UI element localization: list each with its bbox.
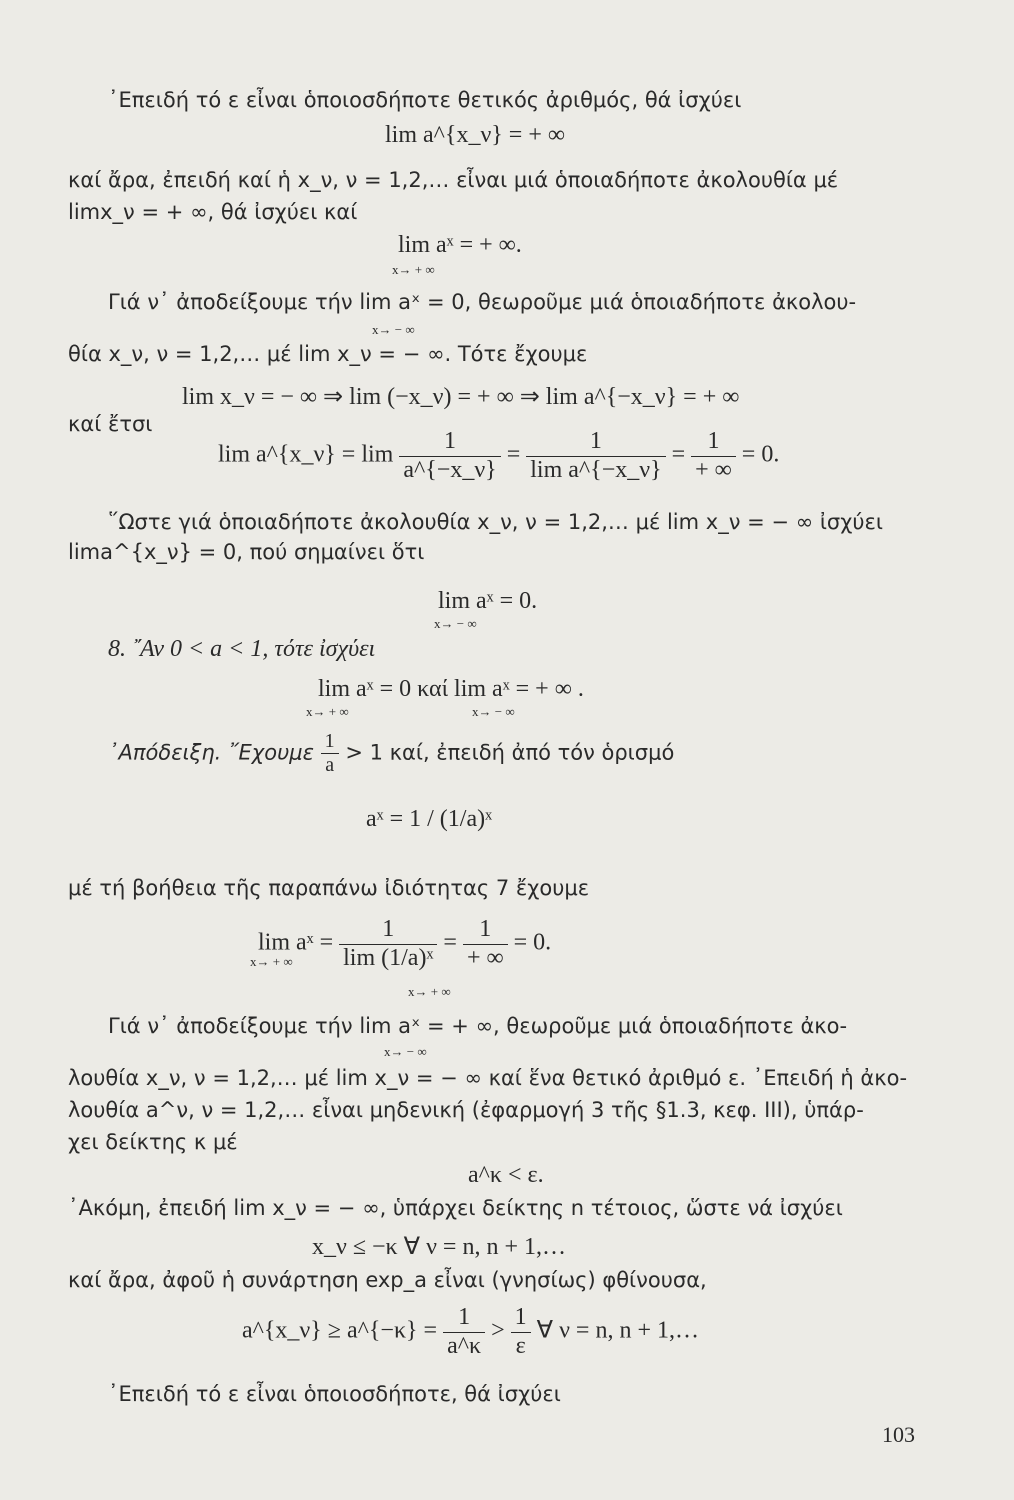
text-line: Γιά ν᾿ ἀποδείξουμε τήν lim aˣ = 0, θεωροῦμε μιά ὁποιαδήποτε ἀκολου- [108,290,857,314]
text-line: καί ἄρα, ἀφοῦ ἡ συνάρτηση exp_a εἶναι (γνησίως) φθίνουσα, [68,1268,707,1292]
page-number: 103 [882,1422,915,1447]
formula: a^κ < ε. [468,1162,544,1188]
formula: lim aˣ = $\frac{1}{\text{lim (1/a)ˣ}}$ = $\frac{1}{+ \infty}$ = 0. [258,916,552,971]
text-line: ᾿Επειδή τό ε εἶναι ὁποιοσδήποτε θετικός ἀριθμός, θά ἰσχύει [108,88,742,112]
formula-part: a^{x_ν} ≥ a^{−κ} = [242,1317,438,1344]
proof-label: ᾿Απόδειξη. ῎Εχουμε [108,740,314,765]
text-line: λουθία x_ν, ν = 1,2,… μέ lim x_ν = − ∞ καί ἕνα θετικό ἀριθμό ε. ᾿Επειδή ἡ ἀκο- [68,1066,908,1090]
denominator: lim (1/a)ˣ [339,944,437,973]
formula: x_ν ≤ −κ ∀ ν = n, n + 1,… [312,1234,566,1260]
limit-subscript: x→ + ∞ [250,954,293,969]
fraction [463,916,508,972]
formula-part: ∀ ν = n, n + 1,… [536,1317,699,1344]
text-line: limx_ν = + ∞, θά ἰσχύει καί [68,200,358,224]
numerator: 1 [707,428,720,454]
text-line: Γιά ν᾿ ἀποδείξουμε τήν lim aˣ = + ∞, θεωροῦμε μιά ὁποιαδήποτε ἀκο- [108,1014,848,1038]
fraction [339,916,437,972]
formula: lim x_ν = − ∞ ⇒ lim (−x_ν) = + ∞ ⇒ lim a^{−x_ν} = + ∞ [182,384,740,410]
fraction [321,730,339,777]
numerator: 1 [479,916,492,942]
limit-subscript: x→ + ∞ [306,704,349,719]
limit-subscript: x→ − ∞ [472,704,515,719]
formula: lim a^{x_ν} = + ∞ [385,122,565,148]
proposition-8: 8. ῎Αν 0 < a < 1, τότε ἰσχύει [108,636,376,662]
text-line: καί ἔτσι [68,412,153,436]
text-line: lima^{x_ν} = 0, πού σημαίνει ὅτι [68,540,425,564]
numerator: 1 [589,428,602,454]
numerator: 1 [324,730,335,752]
fraction [511,1304,531,1360]
formula: lim aˣ = 0. [438,588,538,614]
formula-part: lim a^{x_ν} = lim [218,441,394,468]
text-line: θία x_ν, ν = 1,2,… μέ lim x_ν = − ∞. Τότε ἔχουμε [68,342,588,366]
text-part: > 1 καί, ἐπειδή ἀπό τόν ὁρισμό [345,740,675,765]
limit-subscript: x→ − ∞ [372,322,415,337]
denominator: a^κ [443,1332,485,1361]
denominator: + ∞ [691,456,736,485]
limit-subscript: x→ − ∞ [434,616,477,631]
text-line: μέ τή βοήθεια τῆς παραπάνω ἰδιότητας 7 ἔχουμε [68,876,590,900]
formula-part: > [491,1317,505,1344]
text-line: ᾿Ακόμη, ἐπειδή lim x_ν = − ∞, ὑπάρχει δείκτης n τέτοιος, ὥστε νά ἰσχύει [68,1196,843,1220]
limit-subscript: x→ + ∞ [408,984,451,999]
numerator: 1 [514,1304,527,1330]
formula [242,1304,699,1360]
formula-part: = 0. [513,929,552,956]
formula: lim aˣ = + ∞. [398,232,522,258]
denominator: a^{−x_ν} [399,456,500,485]
numerator: 1 [458,1304,471,1330]
text-line: καί ἄρα, ἐπειδή καί ἡ x_ν, ν = 1,2,… εἶναι μιά ὁποιαδήποτε ἀκολουθία μέ [68,168,839,192]
denominator: lim a^{−x_ν} [526,456,665,485]
limit-subscript: x→ + ∞ [392,262,435,277]
text-line: ῞Ωστε γιά ὁποιαδήποτε ἀκολουθία x_ν, ν = 1,2,… μέ lim x_ν = − ∞ ἰσχύει [108,510,883,534]
formula: lim aˣ = 0 καί lim aˣ = + ∞ . [318,676,584,702]
formula: aˣ = 1 / (1/a)ˣ [366,806,493,832]
formula: lim a^{x_ν} = lim $\frac{1}{a\^{}\{-x\_\nu\}}$ = $\frac{1}{\text{lim a\textasciicircum{}\{−x\_ν\}}}$ = $\frac{1}{+ \infty}$ = 0. [218,428,780,483]
numerator: 1 [444,428,457,454]
denominator: ε [511,1332,531,1361]
fraction [443,1304,485,1360]
text-line [108,730,674,777]
formula-part: = 0. [741,441,780,468]
fraction [526,428,665,484]
formula-part: lim aˣ = [258,929,334,956]
text-line: ᾿Επειδή τό ε εἶναι ὁποιοσδήποτε, θά ἰσχύει [108,1382,561,1406]
numerator: 1 [382,916,395,942]
limit-subscript: x→ − ∞ [384,1044,427,1059]
text-line: λουθία a^ν, ν = 1,2,… εἶναι μηδενική (ἐφαρμογή 3 τῆς §1.3, κεφ. III), ὑπάρ- [68,1098,864,1122]
denominator: a [321,753,339,777]
denominator: + ∞ [463,944,508,973]
fraction [399,428,500,484]
text-line: χει δείκτης κ μέ [68,1130,238,1154]
fraction [691,428,736,484]
